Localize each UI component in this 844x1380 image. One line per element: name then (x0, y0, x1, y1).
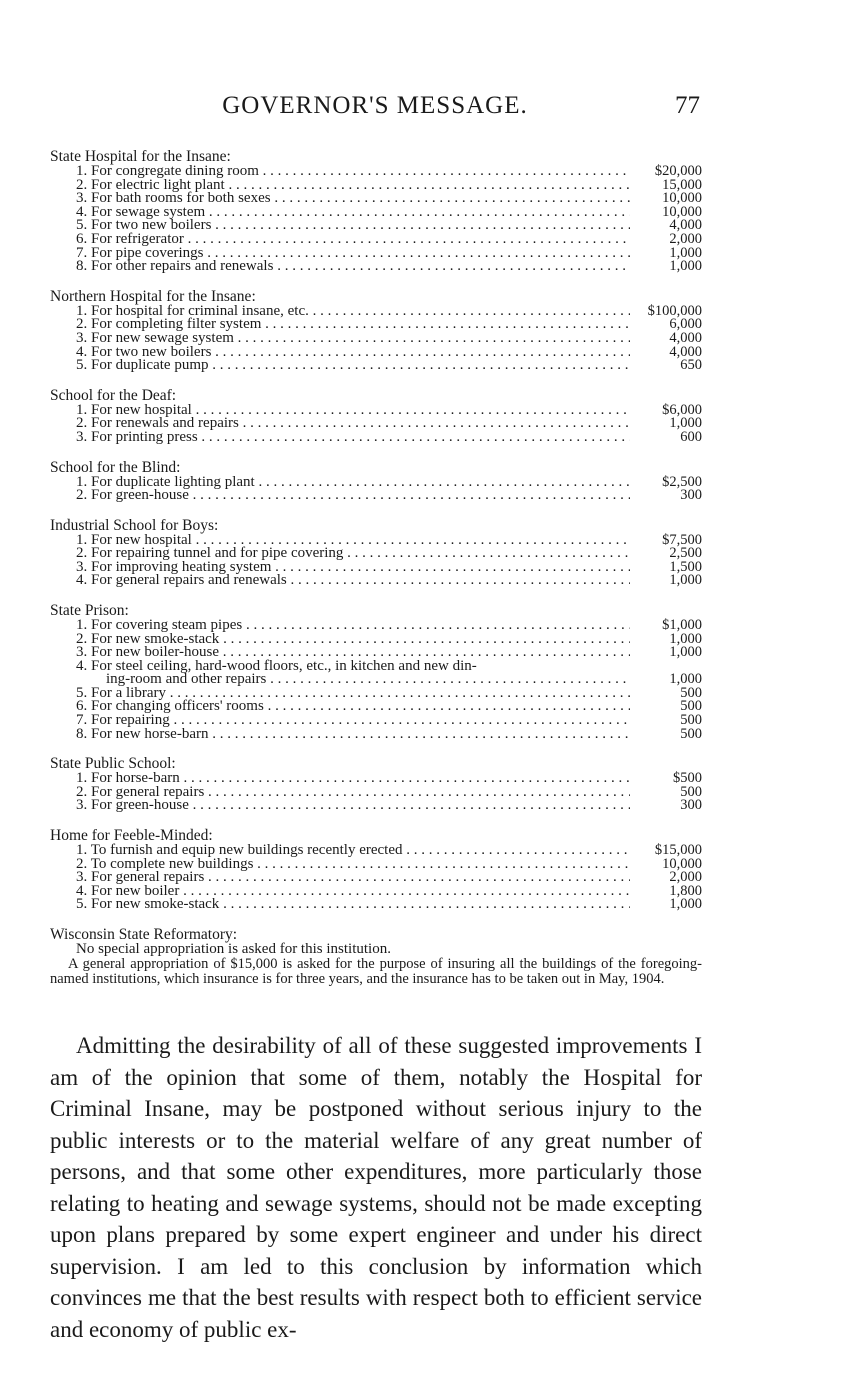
item-amount: 600 (680, 428, 702, 445)
item-label (76, 870, 630, 884)
institution-section (50, 458, 702, 504)
item-label (76, 259, 630, 273)
item-text: For duplicate pump (91, 358, 209, 373)
item-label (76, 205, 630, 219)
item-text: For pipe coverings (91, 245, 204, 260)
appropriation-item (50, 870, 702, 884)
institution-title: State Hospital for the Insane: (50, 148, 231, 165)
appropriation-item (50, 246, 702, 260)
item-number: 1. (76, 303, 88, 318)
appropriation-item (50, 304, 702, 318)
appropriation-item (50, 884, 702, 898)
appropriation-item (50, 205, 702, 219)
item-number: 2. (76, 416, 88, 431)
appropriation-item (50, 317, 702, 331)
appropriation-item (50, 798, 702, 812)
item-label (76, 317, 630, 331)
appropriation-item (50, 645, 702, 659)
page-title: GOVERNOR'S MESSAGE. (222, 92, 528, 119)
item-label (76, 699, 630, 713)
item-number: 2. (76, 784, 88, 799)
item-text: For changing officers' rooms (91, 699, 264, 714)
item-label (76, 533, 630, 547)
item-text: For new hospital (91, 402, 192, 417)
item-number: 3. (76, 559, 88, 574)
item-label (76, 785, 630, 799)
item-amount: 500 (680, 783, 702, 800)
institution-title: Industrial School for Boys: (50, 516, 219, 534)
item-text: For two new boilers (91, 218, 212, 233)
item-label (76, 618, 630, 632)
item-text: For congregate dining room (91, 164, 259, 178)
item-amount: $7,500 (662, 531, 702, 548)
page-number: 77 (675, 92, 700, 119)
institution-section (50, 287, 702, 374)
item-text: For steel ceiling, hard-wood floors, etc., in kitchen and new din- (91, 658, 477, 673)
item-number: 6. (76, 231, 88, 246)
item-number: 6. (76, 699, 88, 714)
item-number: 1. (76, 618, 88, 633)
institution-title: Wisconsin State Reformatory: (50, 925, 238, 943)
item-amount: 1,000 (669, 896, 702, 913)
item-label (76, 475, 630, 489)
item-text: For refrigerator (91, 231, 184, 246)
item-amount: 650 (680, 357, 702, 374)
appropriation-item (50, 416, 702, 430)
appropriation-list (50, 150, 702, 973)
item-amount: 4,000 (669, 343, 702, 360)
appropriation-item (50, 178, 702, 192)
item-number: 3. (76, 191, 88, 206)
insurance-paragraph: A general appropriation of $15,000 is asked for the purpose of insuring all the buildings of the foregoing-named institutions, which insurance is for three years, and the insurance has to be taken out in May, 1904. (50, 956, 702, 987)
appropriation-item (50, 430, 702, 444)
item-text: For printing press (91, 429, 198, 444)
item-label (76, 178, 630, 192)
item-text: For covering steam pipes (91, 618, 243, 633)
item-amount: 1,000 (669, 572, 702, 589)
item-amount: 10,000 (662, 190, 702, 207)
item-label (76, 798, 630, 812)
item-text: For other repairs and renewals (91, 259, 274, 274)
item-text: For new hospital (91, 532, 192, 547)
item-amount: 1,000 (669, 670, 702, 687)
item-label (76, 358, 630, 372)
appropriation-item (50, 686, 702, 700)
item-label (76, 345, 630, 359)
item-number: 3. (76, 330, 88, 345)
item-text: For horse-barn (91, 771, 180, 786)
item-number: 5. (76, 218, 88, 233)
institution-section (50, 757, 702, 812)
item-amount: 500 (680, 684, 702, 701)
item-amount: 2,500 (669, 545, 702, 562)
item-text: For new horse-barn (91, 726, 209, 741)
item-label (76, 857, 630, 871)
item-amount: 1,000 (669, 644, 702, 661)
item-text: For new boiler (91, 883, 180, 898)
institution-title: School for the Deaf: (50, 386, 177, 404)
item-amount: $2,500 (662, 473, 702, 490)
item-label (76, 164, 630, 178)
main-paragraph: Admitting the desirability of all of these suggested improvements I am of the opinion that some of them, notably the Hospital for Criminal Insane, may be postponed without serious injury to the public interests or to the material welfare of any great number of persons, and that some other expenditures, more particularly those relating to heating and sewage systems, should not be made excepting upon plans prepared by some expert engineer and under his direct supervision. I am led to this conclusion by information which convinces me that the best results with respect both to efficient service and economy of public ex- (50, 1033, 702, 1342)
item-text: For a library (91, 685, 166, 700)
institution-title: Northern Hospital for the Insane: (50, 287, 256, 305)
item-label (76, 246, 630, 260)
item-amount: 1,000 (669, 630, 702, 647)
item-amount: $100,000 (647, 302, 702, 319)
item-number: 1. (76, 474, 88, 489)
item-amount: 4,000 (669, 329, 702, 346)
appropriation-item (50, 191, 702, 205)
item-amount: 1,000 (669, 244, 702, 261)
item-text: For new boiler-house (91, 645, 220, 660)
institution-section (50, 150, 702, 273)
institution-title: State Prison: (50, 602, 129, 620)
item-label (76, 659, 680, 673)
item-text: For sewage system (91, 204, 206, 219)
item-number: 3. (76, 645, 88, 660)
item-label (76, 416, 630, 430)
item-number: 4. (76, 658, 88, 673)
appropriation-item (50, 345, 702, 359)
item-text: For new smoke-stack (91, 897, 220, 912)
item-amount: $500 (673, 770, 702, 787)
appropriation-item (50, 488, 702, 502)
institution-section (50, 604, 702, 740)
item-label (76, 218, 630, 232)
institution-title: School for the Blind: (50, 458, 181, 476)
appropriation-item (50, 358, 702, 372)
item-amount: 300 (680, 487, 702, 504)
item-number: 1. (76, 164, 88, 178)
item-number: 4. (76, 883, 88, 898)
appropriation-item (50, 546, 702, 560)
institution-section (50, 516, 702, 589)
item-number: 8. (76, 259, 88, 274)
item-number: 3. (76, 870, 88, 885)
item-amount: 500 (680, 698, 702, 715)
appropriation-item (50, 857, 702, 871)
item-amount: $15,000 (654, 842, 702, 858)
item-number: 2. (76, 546, 88, 561)
item-label (76, 430, 630, 444)
item-label (76, 713, 630, 727)
item-text: For general repairs and renewals (91, 573, 287, 588)
item-amount: 1,800 (669, 882, 702, 899)
appropriation-item (50, 331, 702, 345)
institution-title: State Public School: (50, 755, 176, 773)
item-text: For two new boilers (91, 344, 212, 359)
item-number: 7. (76, 245, 88, 260)
item-number: 2. (76, 177, 88, 192)
appropriation-item (50, 218, 702, 232)
item-number: 2. (76, 856, 88, 871)
item-number: 1. (76, 532, 88, 547)
appropriation-item (50, 897, 702, 911)
item-text: For general repairs (91, 784, 205, 799)
appropriation-item (50, 232, 702, 246)
item-number: 2. (76, 631, 88, 646)
item-amount: 10,000 (662, 203, 702, 220)
appropriation-item (50, 573, 702, 587)
item-number: 8. (76, 726, 88, 741)
item-label (76, 573, 630, 587)
reformatory-section (50, 925, 702, 957)
appropriation-item (50, 843, 702, 857)
item-text: To complete new buildings (90, 856, 254, 871)
item-label (76, 546, 630, 560)
item-amount: $6,000 (662, 401, 702, 418)
item-label (76, 191, 630, 205)
item-number: 3. (76, 429, 88, 444)
item-label (76, 771, 630, 785)
appropriation-item (50, 560, 702, 574)
item-label (76, 884, 630, 898)
item-number: 1. (76, 843, 88, 857)
item-text: For repairing (91, 713, 170, 728)
item-text: For general repairs (91, 870, 205, 885)
item-text: For improving heating system (91, 559, 272, 574)
item-label (76, 331, 630, 345)
item-label (76, 304, 630, 318)
item-text: For renewals and repairs (91, 416, 239, 431)
item-text: For new sewage system (91, 330, 234, 345)
item-amount: 1,000 (669, 415, 702, 432)
appropriation-item (50, 403, 702, 417)
item-text: For green-house (91, 798, 189, 813)
appropriation-item (50, 164, 702, 178)
item-amount: 2,000 (669, 869, 702, 886)
appropriation-item (50, 727, 702, 741)
item-text: For bath rooms for both sexes (91, 191, 271, 206)
item-label (76, 727, 630, 741)
item-label (76, 686, 630, 700)
item-amount: 2,000 (669, 230, 702, 247)
appropriation-item (50, 533, 702, 547)
institution-section (50, 386, 702, 445)
item-number: 4. (76, 344, 88, 359)
item-text: To furnish and equip new buildings recently erected (90, 843, 403, 857)
page-header (50, 92, 700, 124)
item-number: 5. (76, 358, 88, 373)
item-amount: 1,500 (669, 558, 702, 575)
item-number: 2. (76, 317, 88, 332)
appropriation-item (50, 771, 702, 785)
item-label (76, 645, 630, 659)
appropriation-item (50, 659, 702, 686)
item-number: 1. (76, 771, 88, 786)
item-label (76, 232, 630, 246)
item-amount: 6,000 (669, 316, 702, 333)
item-text: For completing filter system (91, 317, 262, 332)
appropriation-item (50, 475, 702, 489)
appropriation-item (50, 632, 702, 646)
item-text: For new smoke-stack (91, 631, 220, 646)
item-number: 5. (76, 897, 88, 912)
item-text: For repairing tunnel and for pipe covering (91, 546, 344, 561)
item-number: 7. (76, 713, 88, 728)
item-amount: 1,000 (669, 258, 702, 275)
item-label (76, 897, 630, 911)
institution-section (50, 829, 702, 911)
item-amount: 300 (680, 797, 702, 814)
institution-title: Home for Feeble-Minded: (50, 827, 213, 844)
appropriation-item (50, 785, 702, 799)
item-amount: 500 (680, 712, 702, 729)
appropriation-item (50, 259, 702, 273)
item-text-continued: ing-room and other repairs . . . (106, 672, 630, 686)
item-label (76, 488, 630, 502)
item-number: 5. (76, 685, 88, 700)
item-amount: $1,000 (662, 617, 702, 634)
reformatory-note: No special appropriation is asked for this institution. (76, 940, 391, 957)
appropriation-item (50, 618, 702, 632)
item-text: For green-house (91, 488, 189, 503)
item-text: For duplicate lighting plant (91, 474, 255, 489)
item-number: 1. (76, 402, 88, 417)
item-text: For electric light plant (91, 177, 225, 192)
item-text: For hospital for criminal insane, etc. (91, 303, 309, 318)
item-number: 4. (76, 204, 88, 219)
item-number: 3. (76, 798, 88, 813)
item-label (76, 560, 630, 574)
appropriation-item (50, 699, 702, 713)
item-label (76, 403, 630, 417)
item-label (76, 843, 630, 857)
item-amount: $20,000 (654, 163, 702, 179)
item-amount: 4,000 (669, 217, 702, 234)
appropriation-item (50, 713, 702, 727)
item-amount: 10,000 (662, 855, 702, 872)
item-amount: 500 (680, 725, 702, 742)
item-label (76, 632, 630, 646)
item-amount: 15,000 (662, 176, 702, 193)
item-number: 4. (76, 573, 88, 588)
item-number: 2. (76, 488, 88, 503)
